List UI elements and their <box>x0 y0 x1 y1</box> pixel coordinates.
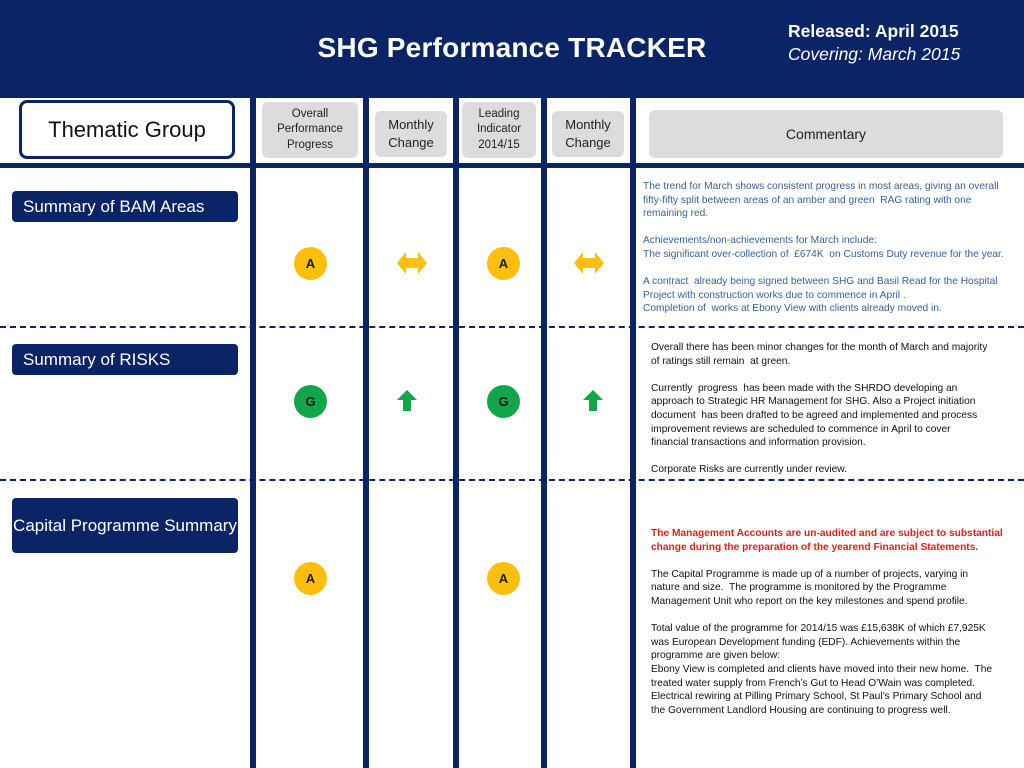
grid-column-divider <box>363 93 369 768</box>
released-date: Released: April 2015 <box>788 21 959 41</box>
thematic-group-header: Thematic Group <box>19 100 235 159</box>
leading-indicator-header: Leading Indicator 2014/15 <box>462 102 536 158</box>
rag-status-green: G <box>487 385 520 418</box>
sideways-arrow-icon <box>397 252 427 274</box>
rag-status-amber: A <box>294 562 327 595</box>
row-label-bam-areas: Summary of BAM Areas <box>12 191 238 222</box>
commentary-header: Commentary <box>649 110 1003 158</box>
row-label-capital-programme: Capital Programme Summary <box>12 498 238 553</box>
capital-programme-text: The Capital Programme is made up of a number of projects, varying in nature and size. The programme is monitored by the Programme Management Unit who report on the key milestones and spend profile. Total value of the programme for 2014/15 was £15,638K of which £7,925K was European Development funding (EDF). Achievements within the programme are given below: Ebony View is completed and clients have moved into their new home. The treated water supply from French’s Gut to Head O’Wain was completed. Electrical rewiring at Pilling Primary School, St Paul’s Primary School and the Government Landlord Housing are continuing to progress well. <box>651 568 993 716</box>
rag-status-amber: A <box>294 247 327 280</box>
overall-progress-header: Overall Performance Progress <box>262 102 358 158</box>
rag-status-amber: A <box>487 562 520 595</box>
up-arrow-icon <box>397 390 417 411</box>
row-separator <box>0 326 1024 328</box>
page-title: SHG Performance TRACKER <box>317 32 707 63</box>
grid-column-divider <box>250 93 256 768</box>
accounts-warning: The Management Accounts are un-audited and are subject to substantial change during the preparation of the yearend Financial Statements. <box>651 528 1003 553</box>
grid-line-header-bottom <box>0 163 1024 168</box>
covering-period: Covering: March 2015 <box>788 44 961 64</box>
rag-status-amber: A <box>487 247 520 280</box>
grid-column-divider <box>630 93 636 768</box>
grid-line-top <box>0 93 1024 98</box>
up-arrow-icon <box>583 390 603 411</box>
monthly-change-header: Monthly Change <box>552 111 624 157</box>
commentary-risks: Overall there has been minor changes for the month of March and majority of ratings still remain at green. Currently progress has been made with the SHRDO developing an approach to Strategic HR Management for SHG. Also a Project initiation document has been drafted to be agreed and implemented and process improvement reviews are scheduled to commence in April to cover financial transactions and information provision. Corporate Risks are currently under review. <box>651 342 988 476</box>
grid-column-divider <box>541 93 547 768</box>
sideways-arrow-icon <box>574 252 604 274</box>
rag-status-green: G <box>294 385 327 418</box>
row-separator <box>0 479 1024 481</box>
commentary-capital-programme <box>651 527 1018 717</box>
grid-column-divider <box>453 93 459 768</box>
monthly-change-header: Monthly Change <box>375 111 447 157</box>
commentary-bam-areas: The trend for March shows consistent progress in most areas, giving an overall fifty-fifty split between areas of an amber and green RAG rating with one remaining red. Achievements/non-achievements for March include: The significant over-collection of £674K on Customs Duty revenue for the year. A contract already being signed between SHG and Basil Read for the Hospital Project with construction works due to commence in April . Completion of works at Ebony View with clients already moved in. <box>643 181 1004 315</box>
row-label-risks: Summary of RISKS <box>12 344 238 375</box>
